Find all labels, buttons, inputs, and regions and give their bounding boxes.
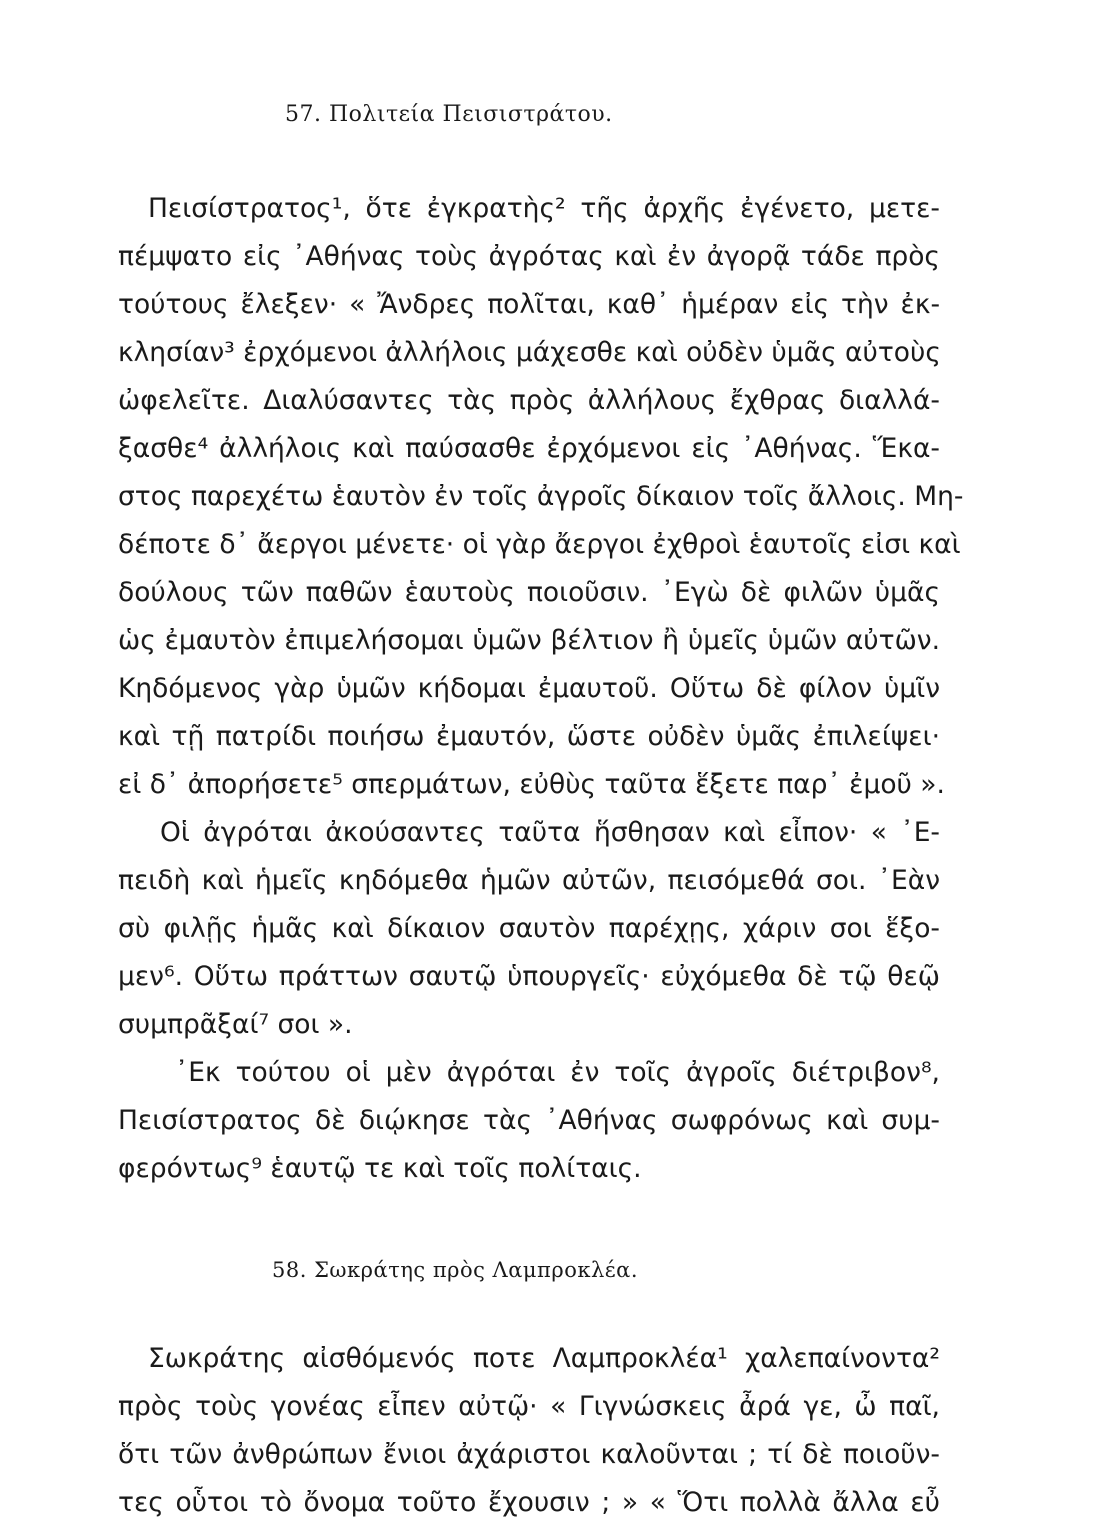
- text-line: σὺ φιλῇς ἡμᾶς καὶ δίκαιον σαυτὸν παρέχῃς, χάριν σοι ἕξο-: [118, 913, 940, 944]
- section-57-title: 57. Πολιτεία Πεισιστράτου.: [285, 102, 613, 127]
- text-line: Οἱ ἀγρόται ἀκούσαντες ταῦτα ἥσθησαν καὶ εἶπον· « ᾿Ε-: [160, 817, 940, 848]
- text-line: τες οὗτοι τὸ ὄνομα τοῦτο ἔχουσιν ; » « Ὅτι πολλὰ ἄλλα εὖ: [118, 1487, 940, 1518]
- text-line: Σωκράτης αἰσθόμενός ποτε Λαμπροκλέα¹ χαλεπαίνοντα²: [148, 1343, 940, 1374]
- text-line: καὶ τῇ πατρίδι ποιήσω ἐμαυτόν, ὥστε οὐδὲν ὑμᾶς ἐπιλείψει·: [118, 721, 940, 752]
- text-line: Πεισίστρατος δὲ διῴκησε τὰς ᾿Αθήνας σωφρόνως καὶ συμ-: [118, 1105, 940, 1136]
- text-line: Κηδόμενος γὰρ ὑμῶν κήδομαι ἐμαυτοῦ. Οὕτω δὲ φίλον ὑμῖν: [118, 673, 940, 704]
- text-line: πρὸς τοὺς γονέας εἶπεν αὐτῷ· « Γιγνώσκεις ἆρά γε, ὦ παῖ,: [118, 1391, 940, 1422]
- text-line: δέποτε δ᾿ ἄεργοι μένετε· οἱ γὰρ ἄεργοι ἐχθροὶ ἑαυτοῖς εἰσι καὶ: [118, 529, 961, 560]
- text-line: δούλους τῶν παθῶν ἑαυτοὺς ποιοῦσιν. ᾿Εγὼ δὲ φιλῶν ὑμᾶς: [118, 577, 940, 608]
- text-line: ᾿Εκ τούτου οἱ μὲν ἀγρόται ἐν τοῖς ἀγροῖς διέτριβον⁸,: [175, 1057, 940, 1088]
- text-line: κλησίαν³ ἐρχόμενοι ἀλλήλοις μάχεσθε καὶ οὐδὲν ὑμᾶς αὐτοὺς: [118, 337, 941, 368]
- text-line: ὠφελεῖτε. Διαλύσαντες τὰς πρὸς ἀλλήλους ἔχθρας διαλλά-: [118, 385, 940, 416]
- text-line: μεν⁶. Οὕτω πράττων σαυτῷ ὑπουργεῖς· εὐχόμεθα δὲ τῷ θεῷ: [118, 961, 940, 992]
- text-line: στος παρεχέτω ἑαυτὸν ἐν τοῖς ἀγροῖς δίκαιον τοῖς ἄλλοις. Μη-: [118, 481, 964, 512]
- text-line: εἰ δ᾿ ἀπορήσετε⁵ σπερμάτων, εὐθὺς ταῦτα ἕξετε παρ᾿ ἐμοῦ ».: [118, 769, 945, 800]
- section-58-title: 58. Σωκράτης πρὸς Λαμπροκλέα.: [272, 1258, 639, 1282]
- text-line: ξασθε⁴ ἀλλήλοις καὶ παύσασθε ἐρχόμενοι εἰς ᾿Αθήνας. Ἕκα-: [118, 433, 940, 464]
- text-line: Πεισίστρατος¹, ὅτε ἐγκρατὴς² τῆς ἀρχῆς ἐγένετο, μετε-: [148, 193, 940, 224]
- text-line: πειδὴ καὶ ἡμεῖς κηδόμεθα ἡμῶν αὐτῶν, πεισόμεθά σοι. ᾿Εὰν: [118, 865, 940, 896]
- text-line: ὅτι τῶν ἀνθρώπων ἔνιοι ἀχάριστοι καλοῦνται ; τί δὲ ποιοῦν-: [118, 1439, 940, 1470]
- text-line: πέμψατο εἰς ᾿Αθήνας τοὺς ἀγρότας καὶ ἐν ἀγορᾷ τάδε πρὸς: [118, 241, 940, 272]
- text-line: τούτους ἔλεξεν· « Ἄνδρες πολῖται, καθ᾿ ἡμέραν εἰς τὴν ἐκ-: [118, 289, 940, 320]
- text-line: ὡς ἐμαυτὸν ἐπιμελήσομαι ὑμῶν βέλτιον ἢ ὑμεῖς ὑμῶν αὐτῶν.: [118, 625, 940, 656]
- text-line: φερόντως⁹ ἑαυτῷ τε καὶ τοῖς πολίταις.: [118, 1153, 642, 1184]
- text-line: συμπρᾶξαί⁷ σοι ».: [118, 1009, 353, 1040]
